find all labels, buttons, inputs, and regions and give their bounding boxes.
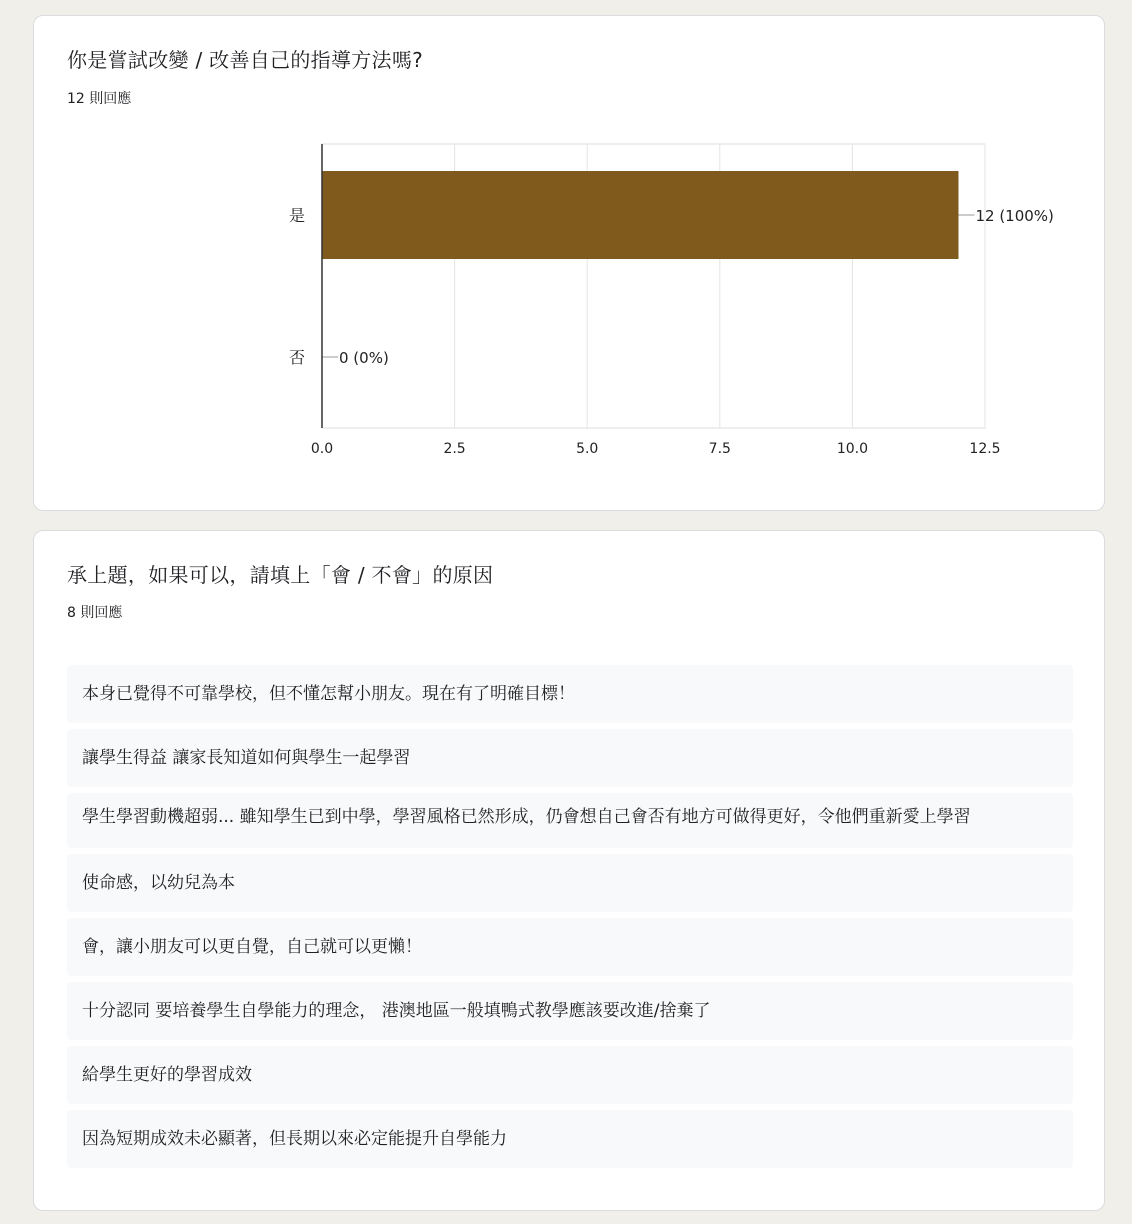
response-item: 給學生更好的學習成效 bbox=[67, 1046, 1073, 1104]
question-1-response-count: 12 則回應 bbox=[67, 91, 132, 107]
question-1-title: 你是嘗試改變 / 改善自己的指導方法嗎? bbox=[67, 48, 424, 72]
data-label: 0 (0%) bbox=[339, 349, 389, 367]
question-2-title: 承上題，如果可以，請填上「會 / 不會」的原因 bbox=[67, 563, 494, 587]
bar-chart bbox=[34, 16, 1104, 510]
question-card-2 bbox=[33, 530, 1105, 1211]
response-item: 本身已覺得不可靠學校，但不懂怎幫小朋友。現在有了明確目標！ bbox=[67, 665, 1073, 723]
response-item: 十分認同 要培養學生自學能力的理念， 港澳地區一般填鴨式教學應該要改進/捨棄了 bbox=[67, 982, 1073, 1040]
category-label: 否 bbox=[288, 348, 305, 367]
x-tick-label: 7.5 bbox=[708, 441, 731, 457]
response-item: 讓學生得益 讓家長知道如何與學生一起學習 bbox=[67, 729, 1073, 787]
category-label: 是 bbox=[288, 206, 305, 225]
response-list bbox=[67, 665, 1073, 1174]
x-tick-label: 2.5 bbox=[443, 441, 466, 457]
x-tick-label: 5.0 bbox=[576, 441, 599, 457]
x-tick-label: 0.0 bbox=[310, 441, 334, 457]
data-label: 12 (100%) bbox=[975, 207, 1054, 225]
response-item: 會，讓小朋友可以更自覺，自己就可以更懶！ bbox=[67, 918, 1073, 976]
x-tick-label: 12.5 bbox=[969, 441, 1001, 457]
x-tick-label: 10.0 bbox=[836, 441, 868, 457]
response-item: 學生學習動機超弱... 雖知學生已到中學，學習風格已然形成，仍會想自己會否有地方可做得更好，令他們重新愛上學習 bbox=[67, 793, 1073, 848]
question-2-response-count: 8 則回應 bbox=[67, 605, 123, 621]
bar bbox=[322, 171, 958, 259]
response-item: 使命感，以幼兒為本 bbox=[67, 854, 1073, 912]
response-item: 因為短期成效未必顯著，但長期以來必定能提升自學能力 bbox=[67, 1110, 1073, 1168]
question-card-1 bbox=[33, 15, 1105, 511]
